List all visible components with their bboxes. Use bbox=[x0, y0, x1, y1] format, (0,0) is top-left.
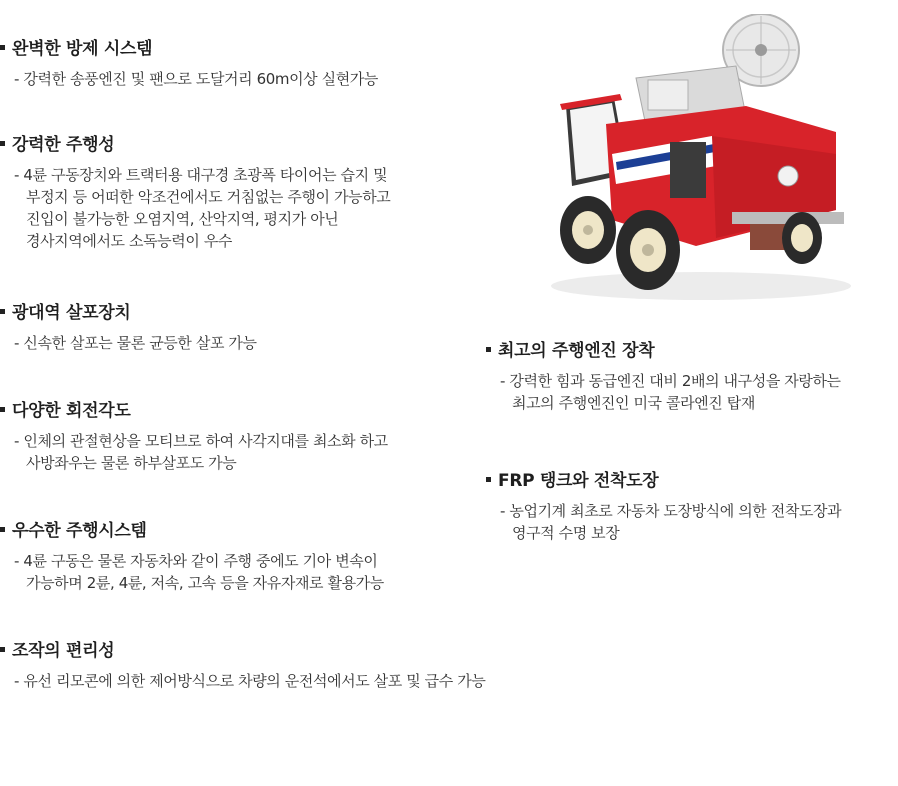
feature-title: 최고의 주행엔진 장착 bbox=[486, 340, 841, 362]
desc-line: - 유선 리모콘에 의한 제어방식으로 차량의 운전석에서도 살포 및 급수 가능 bbox=[0, 670, 485, 692]
square-bullet-icon bbox=[486, 347, 491, 352]
feature-description bbox=[0, 68, 378, 90]
feature-frp-tank-coating bbox=[486, 470, 841, 544]
feature-description bbox=[486, 370, 841, 414]
feature-best-engine bbox=[486, 340, 841, 414]
feature-rotation-angle bbox=[0, 400, 388, 474]
feature-title: 완벽한 방제 시스템 bbox=[0, 38, 378, 60]
square-bullet-icon bbox=[0, 141, 5, 146]
feature-title: 우수한 주행시스템 bbox=[0, 520, 384, 542]
square-bullet-icon bbox=[0, 407, 5, 412]
desc-line: 진입이 불가능한 오염지역, 산악지역, 평지가 아닌 bbox=[26, 210, 339, 228]
desc-line: - 신속한 살포는 물론 균등한 살포 가능 bbox=[0, 332, 257, 354]
desc-line: 가능하며 2륜, 4륜, 저속, 고속 등을 자유자재로 활용가능 bbox=[26, 574, 384, 592]
square-bullet-icon bbox=[0, 45, 5, 50]
desc-line: 최고의 주행엔진인 미국 콜라엔진 탑재 bbox=[512, 394, 755, 412]
square-bullet-icon bbox=[0, 309, 5, 314]
feature-title: 조작의 편리성 bbox=[0, 640, 485, 662]
desc-line: - 4륜 구동장치와 트랙터용 대구경 초광폭 타이어는 습지 및 bbox=[0, 164, 390, 186]
desc-line: - 인체의 관절현상을 모티브로 하여 사각지대를 최소화 하고 bbox=[0, 430, 388, 452]
desc-line: 영구적 수명 보장 bbox=[512, 524, 620, 542]
tractor-sprayer-image bbox=[536, 14, 856, 310]
desc-line: - 강력한 송풍엔진 및 팬으로 도달거리 60m이상 실현가능 bbox=[0, 68, 378, 90]
square-bullet-icon bbox=[0, 647, 5, 652]
feature-description bbox=[0, 550, 384, 594]
feature-title: 강력한 주행성 bbox=[0, 134, 390, 156]
desc-line: 부정지 등 어떠한 악조건에서도 거침없는 주행이 가능하고 bbox=[26, 188, 391, 206]
feature-description bbox=[0, 430, 388, 474]
feature-wide-spray-device bbox=[0, 302, 257, 354]
feature-description bbox=[0, 164, 390, 252]
feature-title: 광대역 살포장치 bbox=[0, 302, 257, 324]
feature-operation-convenience bbox=[0, 640, 485, 692]
feature-description bbox=[0, 670, 485, 692]
desc-line: 경사지역에서도 소독능력이 우수 bbox=[26, 232, 232, 250]
feature-driving-system bbox=[0, 520, 384, 594]
desc-line: 사방좌우는 물론 하부살포도 가능 bbox=[26, 454, 237, 472]
feature-complete-spray-system bbox=[0, 38, 378, 90]
feature-title: 다양한 회전각도 bbox=[0, 400, 388, 422]
feature-description bbox=[0, 332, 257, 354]
feature-driving-power bbox=[0, 134, 390, 252]
desc-line: - 강력한 힘과 동급엔진 대비 2배의 내구성을 자랑하는 bbox=[486, 370, 841, 392]
feature-description bbox=[486, 500, 841, 544]
desc-line: - 농업기계 최초로 자동차 도장방식에 의한 전착도장과 bbox=[486, 500, 841, 522]
square-bullet-icon bbox=[486, 477, 491, 482]
square-bullet-icon bbox=[0, 527, 5, 532]
desc-line: - 4륜 구동은 물론 자동차와 같이 주행 중에도 기아 변속이 bbox=[0, 550, 384, 572]
feature-title: FRP 탱크와 전착도장 bbox=[486, 470, 841, 492]
